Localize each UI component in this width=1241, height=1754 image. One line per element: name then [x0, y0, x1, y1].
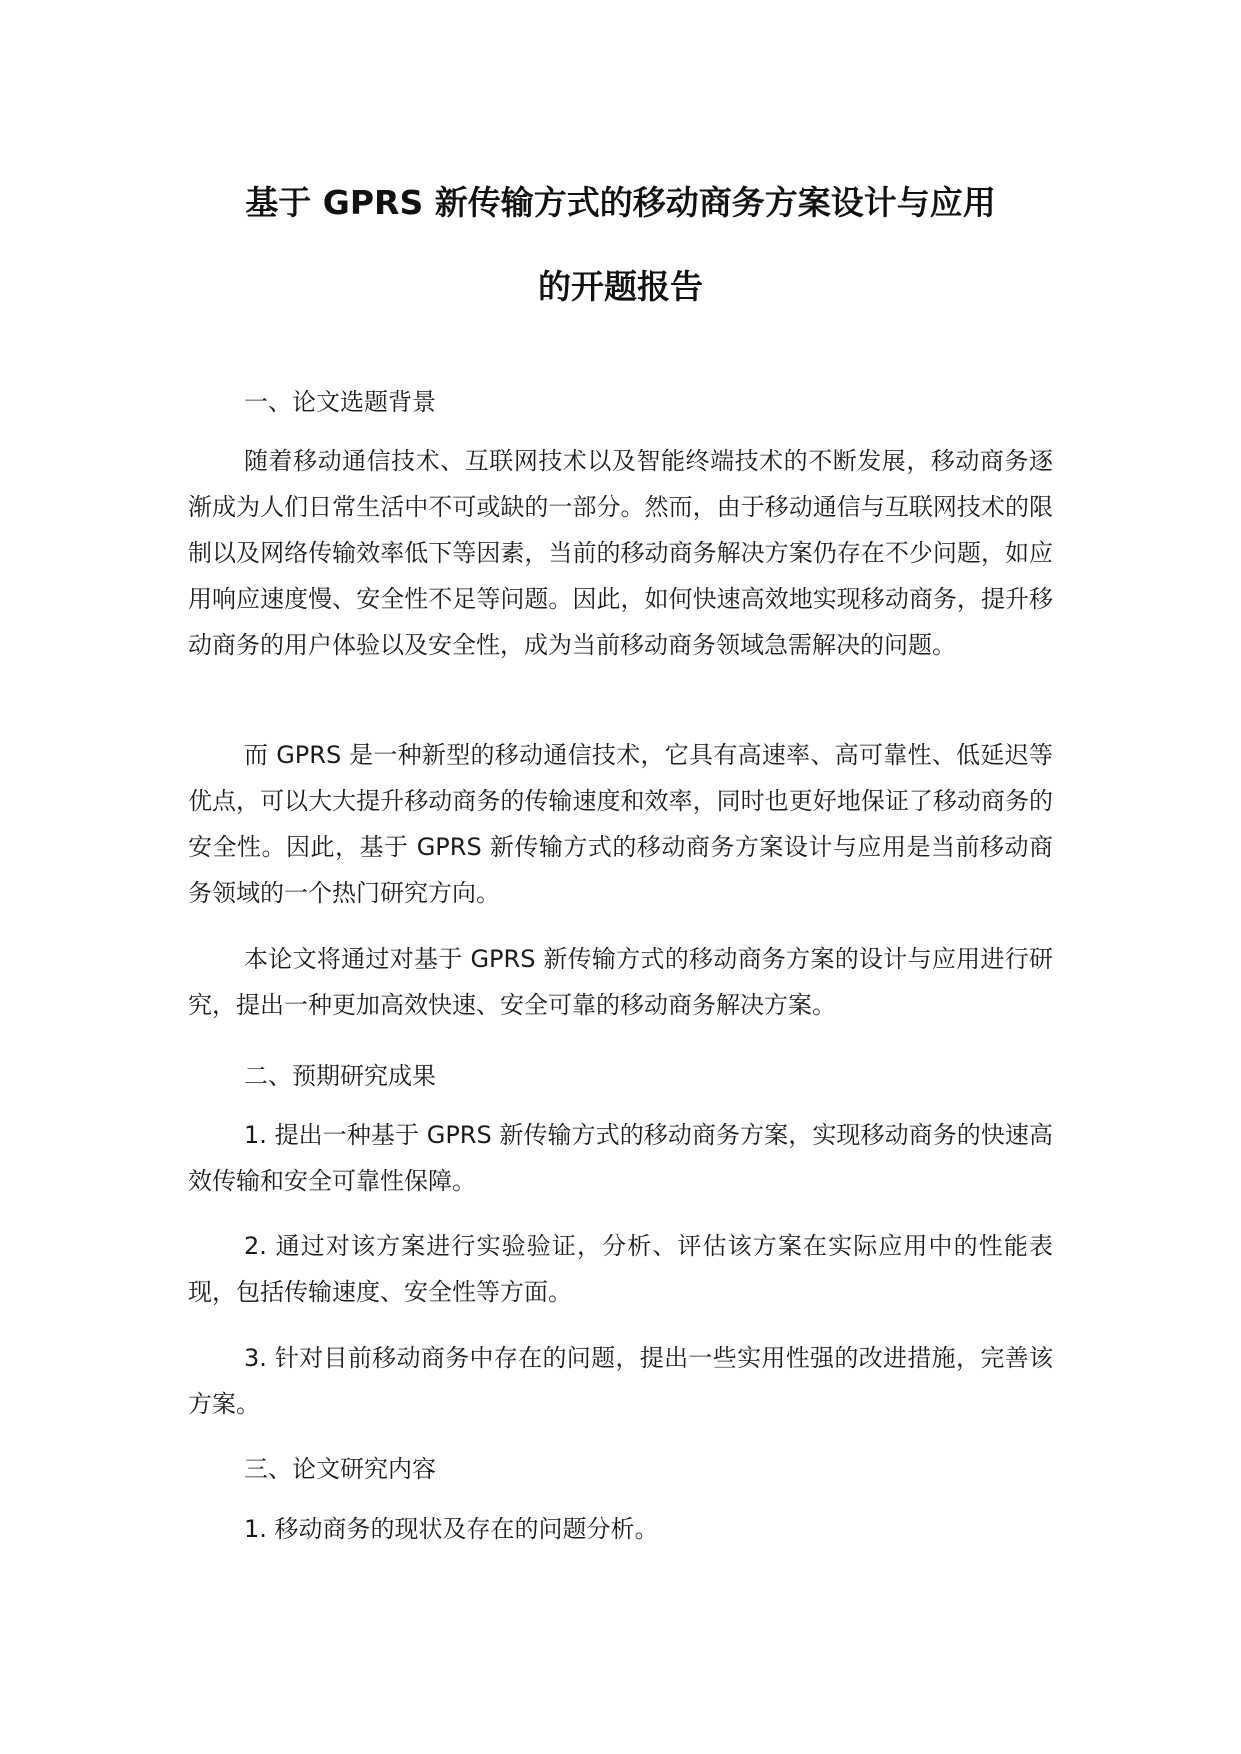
result-item-3: 3. 针对目前移动商务中存在的问题，提出一些实用性强的改进措施，完善该方案。 [188, 1344, 1053, 1418]
paragraph-thesis-aim: 本论文将通过对基于 GPRS 新传输方式的移动商务方案的设计与应用进行研究，提出一种更加高效快速、安全可靠的移动商务解决方案。 [188, 945, 1053, 1019]
section-heading-expected-results: 二、预期研究成果 [244, 1062, 436, 1090]
paragraph-gprs: 而 GPRS 是一种新型的移动通信技术，它具有高速率、高可靠性、低延迟等优点，可以大大提升移动商务的传输速度和效率，同时也更好地保证了移动商务的安全性。因此，基于 GPRS 新传输方式的移动商务方案设计与应用是当前移动商务领域的一个热门研究方向。 [188, 741, 1053, 907]
document-title-line-1: 基于 GPRS 新传输方式的移动商务方案设计与应用 [245, 183, 996, 222]
document-title-line-2: 的开题报告 [538, 267, 703, 306]
section-heading-background: 一、论文选题背景 [244, 388, 436, 416]
section-heading-research-content: 三、论文研究内容 [244, 1455, 436, 1483]
content-item-1: 1. 移动商务的现状及存在的问题分析。 [244, 1515, 659, 1543]
result-item-2: 2. 通过对该方案进行实验验证，分析、评估该方案在实际应用中的性能表现，包括传输速度、安全性等方面。 [188, 1232, 1053, 1306]
result-item-1: 1. 提出一种基于 GPRS 新传输方式的移动商务方案，实现移动商务的快速高效传输和安全可靠性保障。 [188, 1121, 1053, 1195]
paragraph-background: 随着移动通信技术、互联网技术以及智能终端技术的不断发展，移动商务逐渐成为人们日常生活中不可或缺的一部分。然而，由于移动通信与互联网技术的限制以及网络传输效率低下等因素，当前的移动商务解决方案仍存在不少问题，如应用响应速度慢、安全性不足等问题。因此，如何快速高效地实现移动商务，提升移动商务的用户体验以及安全性，成为当前移动商务领域急需解决的问题。 [188, 447, 1053, 659]
